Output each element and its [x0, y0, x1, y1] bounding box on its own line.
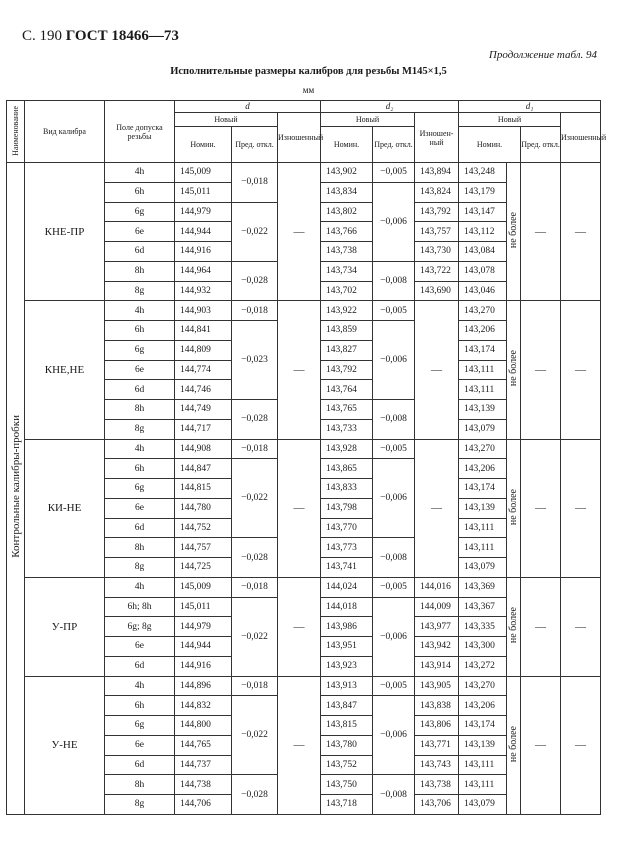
d-deviation: −0,028 [232, 538, 278, 578]
d2-worn: 143,722 [415, 261, 459, 281]
d2-worn: — [415, 439, 459, 577]
d1-nominal: 143,084 [459, 242, 507, 262]
d1-nominal: 143,248 [459, 163, 507, 183]
d2-nominal: 143,752 [321, 755, 373, 775]
d2-worn: 143,806 [415, 716, 459, 736]
d2-worn: 143,690 [415, 281, 459, 301]
d1-worn: — [561, 163, 601, 301]
d1-nominal: 143,139 [459, 400, 507, 420]
d-nominal: 144,944 [175, 222, 232, 242]
d-deviation: −0,018 [232, 577, 278, 597]
d2-nominal: 143,833 [321, 479, 373, 499]
d2-deviation: −0,005 [373, 439, 415, 459]
d-deviation: −0,018 [232, 301, 278, 321]
group-label-cell: Контрольные калибры-пробки [7, 163, 25, 815]
d2-nominal: 143,802 [321, 202, 373, 222]
d-nominal: 144,800 [175, 716, 232, 736]
d1-nominal: 143,111 [459, 518, 507, 538]
d2-nominal: 144,018 [321, 597, 373, 617]
d-nominal: 144,916 [175, 242, 232, 262]
d2-nominal: 143,733 [321, 419, 373, 439]
d1-nominal: 143,206 [459, 696, 507, 716]
d-nominal: 145,011 [175, 182, 232, 202]
d-nominal: 144,964 [175, 261, 232, 281]
d-nominal: 144,774 [175, 360, 232, 380]
d1-nominal: 143,139 [459, 498, 507, 518]
tolerance: 8h [105, 775, 175, 795]
d-nominal: 144,725 [175, 558, 232, 578]
tolerance: 8h [105, 400, 175, 420]
d1-worn: — [561, 301, 601, 439]
d2-worn: 143,757 [415, 222, 459, 242]
d2-nominal: 143,865 [321, 459, 373, 479]
page-header [22, 28, 179, 45]
d2-deviation: −0,008 [373, 261, 415, 301]
d2-nominal: 143,750 [321, 775, 373, 795]
col-kind-header: Вид калибра [25, 101, 105, 163]
d2-nominal: 143,902 [321, 163, 373, 183]
d1-nominal: 143,046 [459, 281, 507, 301]
tolerance: 6g [105, 202, 175, 222]
tolerance: 8h [105, 261, 175, 281]
d2-worn: 144,009 [415, 597, 459, 617]
tolerance: 6e [105, 498, 175, 518]
tolerance: 6d [105, 380, 175, 400]
d2-worn: 143,894 [415, 163, 459, 183]
page-number: С. 190 [22, 28, 63, 44]
d1-new-header: Новый [459, 113, 561, 127]
d2-deviation: −0,005 [373, 577, 415, 597]
d-nominal: 145,009 [175, 577, 232, 597]
caliber-name: У-ПР [25, 577, 105, 676]
tolerance: 4h [105, 577, 175, 597]
d-deviation: −0,022 [232, 202, 278, 261]
d1-deviation: — [521, 577, 561, 676]
d2-worn: 144,016 [415, 577, 459, 597]
d-nominal: 144,847 [175, 459, 232, 479]
d2-worn: 143,771 [415, 735, 459, 755]
caliber-name: У-НЕ [25, 676, 105, 814]
tolerance: 8g [105, 281, 175, 301]
d-deviation: −0,028 [232, 261, 278, 301]
caliber-name: КНЕ-ПР [25, 163, 105, 301]
d-nominal: 144,738 [175, 775, 232, 795]
d2-nominal: 143,702 [321, 281, 373, 301]
d-worn: — [278, 577, 321, 676]
d1-nominal: 143,139 [459, 735, 507, 755]
tolerance: 4h [105, 301, 175, 321]
d1-nominal: 143,179 [459, 182, 507, 202]
d1-nominal: 143,270 [459, 439, 507, 459]
d2-deviation: −0,008 [373, 775, 415, 815]
d1-nominal: 143,078 [459, 261, 507, 281]
d2-worn: 143,706 [415, 795, 459, 815]
tolerance: 8h [105, 538, 175, 558]
d1-nominal: 143,147 [459, 202, 507, 222]
d2-worn-header: Изношен-ный [415, 113, 459, 163]
d2-worn: 143,730 [415, 242, 459, 262]
not-more-label: не более [507, 676, 521, 814]
d2-nominal: 143,792 [321, 360, 373, 380]
d1-nominal-header: Номин. [459, 127, 521, 163]
d-nominal: 144,757 [175, 538, 232, 558]
d1-deviation: — [521, 439, 561, 577]
d1-worn: — [561, 439, 601, 577]
d-deviation: −0,022 [232, 459, 278, 538]
tolerance: 6h; 8h [105, 597, 175, 617]
d2-nominal: 143,798 [321, 498, 373, 518]
d-worn: — [278, 439, 321, 577]
d1-nominal: 143,079 [459, 558, 507, 578]
not-more-label: не более [507, 577, 521, 676]
d-nominal: 144,916 [175, 656, 232, 676]
d1-nominal: 143,367 [459, 597, 507, 617]
tolerance: 6h [105, 182, 175, 202]
d2-worn: 143,977 [415, 617, 459, 637]
d2-worn: 143,792 [415, 202, 459, 222]
d2-nominal: 143,847 [321, 696, 373, 716]
not-more-label: не более [507, 301, 521, 439]
d-nominal: 144,903 [175, 301, 232, 321]
d2-nominal: 143,951 [321, 637, 373, 657]
tolerance: 6h [105, 321, 175, 341]
d-nominal: 144,706 [175, 795, 232, 815]
d1-worn-header: Изнoшенный [561, 113, 601, 163]
d2-deviation: −0,006 [373, 182, 415, 261]
d1-nominal: 143,079 [459, 795, 507, 815]
d1-nominal: 143,111 [459, 360, 507, 380]
tolerance: 6g; 8g [105, 617, 175, 637]
d1-nominal: 143,174 [459, 479, 507, 499]
tolerance: 6h [105, 459, 175, 479]
d1-nominal: 143,270 [459, 676, 507, 696]
d-dev-header: Пред. откл. [232, 127, 278, 163]
col-d1-header: d₁ [459, 101, 601, 113]
d1-nominal: 143,111 [459, 538, 507, 558]
d1-nominal: 143,112 [459, 222, 507, 242]
d2-nominal: 143,773 [321, 538, 373, 558]
d1-nominal: 143,174 [459, 716, 507, 736]
tolerance: 6e [105, 360, 175, 380]
d2-nominal-header: Номин. [321, 127, 373, 163]
caliber-name: КИ-НЕ [25, 439, 105, 577]
tolerance: 6d [105, 242, 175, 262]
d2-deviation: −0,006 [373, 597, 415, 676]
d-deviation: −0,023 [232, 321, 278, 400]
d-nominal: 144,908 [175, 439, 232, 459]
d-worn: — [278, 301, 321, 439]
tolerance: 4h [105, 163, 175, 183]
d2-nominal: 143,741 [321, 558, 373, 578]
d1-nominal: 143,206 [459, 321, 507, 341]
tolerance: 8g [105, 558, 175, 578]
d2-new-header: Новый [321, 113, 415, 127]
tolerance: 6d [105, 755, 175, 775]
col-d-header: d [175, 101, 321, 113]
tolerance: 6g [105, 340, 175, 360]
d-deviation: −0,018 [232, 439, 278, 459]
tolerance: 6d [105, 656, 175, 676]
d-nominal: 144,841 [175, 321, 232, 341]
d-nominal: 144,979 [175, 202, 232, 222]
d2-nominal: 143,764 [321, 380, 373, 400]
d2-nominal: 143,913 [321, 676, 373, 696]
col-tolerance-header: Поле допуска резьбы [105, 101, 175, 163]
tolerance: 6e [105, 735, 175, 755]
d1-nominal: 143,369 [459, 577, 507, 597]
d2-nominal: 143,815 [321, 716, 373, 736]
d2-nominal: 143,770 [321, 518, 373, 538]
d-nominal: 144,832 [175, 696, 232, 716]
d-nominal: 144,749 [175, 400, 232, 420]
d2-deviation: −0,005 [373, 676, 415, 696]
tolerance: 6e [105, 222, 175, 242]
caliber-name: КНЕ,НЕ [25, 301, 105, 439]
d-nominal: 144,780 [175, 498, 232, 518]
d-nominal: 144,746 [175, 380, 232, 400]
d2-nominal: 143,780 [321, 735, 373, 755]
d1-nominal: 143,174 [459, 340, 507, 360]
tolerance: 4h [105, 439, 175, 459]
d2-nominal: 143,718 [321, 795, 373, 815]
d2-worn: 143,838 [415, 696, 459, 716]
d-nominal: 144,737 [175, 755, 232, 775]
d1-nominal: 143,111 [459, 755, 507, 775]
d-deviation: −0,028 [232, 775, 278, 815]
d2-worn: 143,942 [415, 637, 459, 657]
d2-nominal: 143,986 [321, 617, 373, 637]
d1-nominal: 143,270 [459, 301, 507, 321]
d-nominal: 144,896 [175, 676, 232, 696]
d-deviation: −0,022 [232, 696, 278, 775]
d1-nominal: 143,079 [459, 419, 507, 439]
tolerance: 8g [105, 419, 175, 439]
d2-nominal: 143,738 [321, 242, 373, 262]
d2-deviation: −0,005 [373, 301, 415, 321]
d2-worn: 143,738 [415, 775, 459, 795]
d-nominal: 144,765 [175, 735, 232, 755]
d2-worn: 143,914 [415, 656, 459, 676]
d2-deviation: −0,006 [373, 696, 415, 775]
caliber-table [6, 100, 607, 815]
d2-worn: 143,743 [415, 755, 459, 775]
d1-worn: — [561, 676, 601, 814]
d2-nominal: 144,024 [321, 577, 373, 597]
d2-worn: — [415, 301, 459, 439]
d-nominal: 144,979 [175, 617, 232, 637]
d1-nominal: 143,335 [459, 617, 507, 637]
d-nominal: 145,011 [175, 597, 232, 617]
d-deviation: −0,028 [232, 400, 278, 440]
not-more-label: не более [507, 439, 521, 577]
col-d2-header: d₂ [321, 101, 459, 113]
d2-dev-header: Пред. откл. [373, 127, 415, 163]
d2-nominal: 143,765 [321, 400, 373, 420]
d-nominal: 144,944 [175, 637, 232, 657]
not-more-label: не более [507, 163, 521, 301]
tolerance: 6g [105, 479, 175, 499]
col-name-header: Наименование [7, 101, 25, 163]
d2-nominal: 143,859 [321, 321, 373, 341]
d2-deviation: −0,008 [373, 400, 415, 440]
standard-number: ГОСТ 18466—73 [65, 28, 179, 44]
d2-nominal: 143,922 [321, 301, 373, 321]
d1-deviation: — [521, 301, 561, 439]
tolerance: 4h [105, 676, 175, 696]
d2-worn: 143,905 [415, 676, 459, 696]
d1-nominal: 143,206 [459, 459, 507, 479]
d2-deviation: −0,008 [373, 538, 415, 578]
units-label: мм [302, 85, 315, 95]
d-worn: — [278, 676, 321, 814]
d1-nominal: 143,111 [459, 380, 507, 400]
tolerance: 6e [105, 637, 175, 657]
d2-deviation: −0,005 [373, 163, 415, 183]
d2-nominal: 143,734 [321, 261, 373, 281]
d-nominal: 145,009 [175, 163, 232, 183]
d2-nominal: 143,834 [321, 182, 373, 202]
d-nominal: 144,932 [175, 281, 232, 301]
d-deviation: −0,018 [232, 676, 278, 696]
d2-nominal: 143,827 [321, 340, 373, 360]
d1-nominal: 143,111 [459, 775, 507, 795]
d-new-header: Новый [175, 113, 278, 127]
d-worn: — [278, 163, 321, 301]
table-title: Исполнительные размеры калибров для резьбы М145×1,5 [170, 66, 447, 77]
d2-worn: 143,824 [415, 182, 459, 202]
d2-nominal: 143,766 [321, 222, 373, 242]
d-worn-header: Изношенный [278, 113, 321, 163]
d1-deviation: — [521, 676, 561, 814]
d-deviation: −0,022 [232, 597, 278, 676]
d1-dev-header: Пред. откл. [521, 127, 561, 163]
d2-nominal: 143,928 [321, 439, 373, 459]
d-nominal: 144,752 [175, 518, 232, 538]
tolerance: 6g [105, 716, 175, 736]
d-nominal: 144,815 [175, 479, 232, 499]
tolerance: 6h [105, 696, 175, 716]
tolerance: 8g [105, 795, 175, 815]
d-nominal: 144,809 [175, 340, 232, 360]
d-nominal: 144,717 [175, 419, 232, 439]
d-nominal-header: Номин. [175, 127, 232, 163]
d2-nominal: 143,923 [321, 656, 373, 676]
d2-deviation: −0,006 [373, 321, 415, 400]
d1-worn: — [561, 577, 601, 676]
d1-deviation: — [521, 163, 561, 301]
d1-nominal: 143,272 [459, 656, 507, 676]
table-continuation: Продолжение табл. 94 [488, 49, 597, 61]
tolerance: 6d [105, 518, 175, 538]
d1-nominal: 143,300 [459, 637, 507, 657]
d2-deviation: −0,006 [373, 459, 415, 538]
d-deviation: −0,018 [232, 163, 278, 203]
